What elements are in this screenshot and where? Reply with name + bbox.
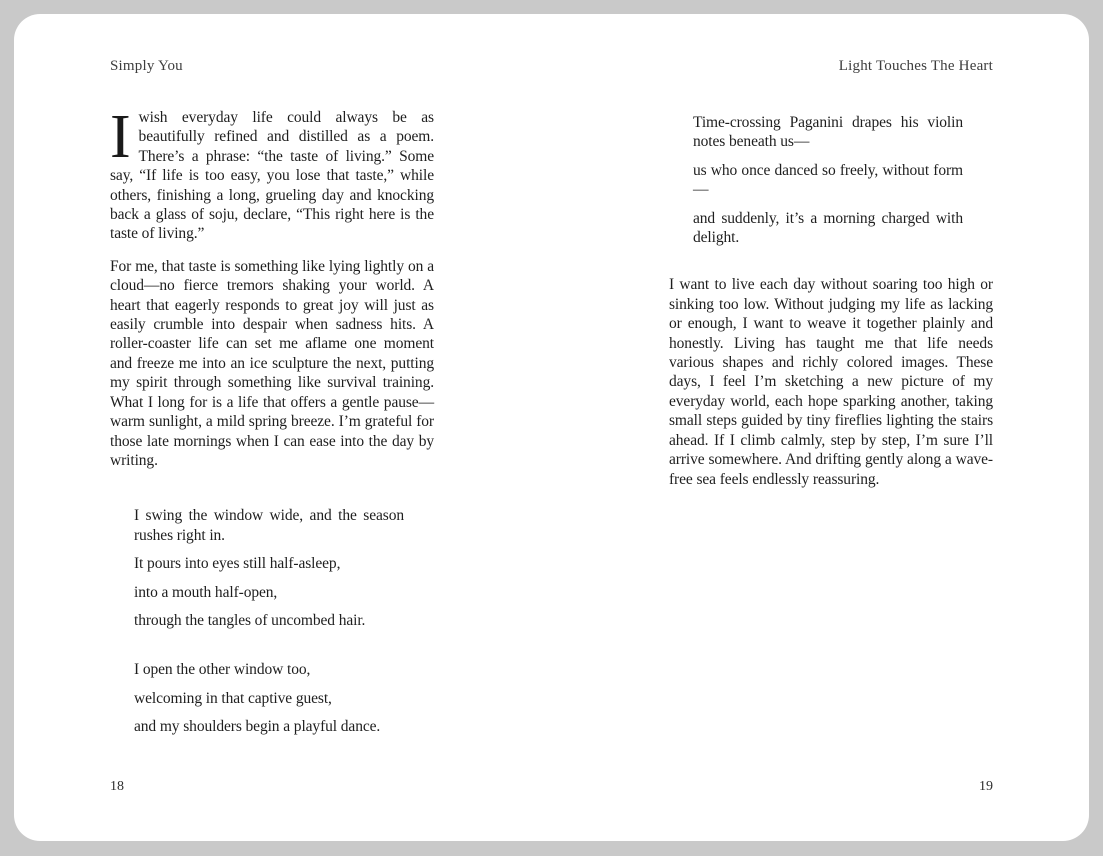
drop-cap: I [110,103,131,171]
running-header-right: Light Touches The Heart [838,58,993,74]
opening-paragraph-text: wish everyday life could always be as beautifully refined and distilled as a poem. There’s a phrase: “the taste of living.” Some say, “If life is too easy, you lose that taste,” while others, finishing a long, grueling day and knocking back a glass of soju, declare, “This right here is the taste of living.” [110,109,434,243]
poem-stanza-1 [110,506,434,630]
book-spread [14,14,1089,841]
poem-line: us who once danced so freely, without form— [693,161,963,199]
poem-line: and my shoulders begin a playful dance. [134,718,381,736]
page-left-content [110,103,434,737]
poem-line: welcoming in that captive guest, [134,689,332,707]
poem-line: I open the other window too, [134,661,311,679]
page-right [669,14,993,841]
page-number-right: 19 [979,779,993,794]
poem-line: I swing the window wide, and the season rushes right in. [134,507,404,544]
closing-paragraph: I want to live each day without soaring too high or sinking too low. Without judging my life as lacking or enough, I want to weave it together plainly and honestly. Living has taught me that life needs various shapes and richly colored images. These days, I feel I’m sketching a new picture of my everyday world, each hope sparking another, taking small steps guided by tiny fireflies lighting the stairs ahead. If I climb calmly, step by step, I’m sure I’ll arrive somewhere. And drifting gently along a wave-free sea feels endlessly reassuring. [669,276,993,488]
poem-stanza-2 [110,660,434,736]
page-number-left: 18 [110,779,124,794]
running-header-left: Simply You [110,58,183,74]
poem-line: Time-crossing Paganini drapes his violin notes beneath us— [693,114,963,151]
opening-paragraph [110,103,434,244]
poem-line: It pours into eyes still half-asleep, [134,555,341,573]
poem-stanza-3 [669,113,993,247]
page-right-content [669,113,993,489]
poem-line: through the tangles of uncombed hair. [134,611,366,629]
poem-line: and suddenly, it’s a morning charged with delight. [693,209,963,247]
second-paragraph: For me, that taste is something like lying lightly on a cloud—no fierce tremors shaking your world. A heart that eagerly responds to great joy will just as easily crumble into despair when sadness hits. A roller-coaster life can set me aflame one moment and freeze me into an ice sculpture the next, putting my spirit through something like survival training. What I long for is a life that offers a gentle pause—warm sunlight, a mild spring breeze. I’m grateful for those late mornings when I can ease into the day by writing. [110,257,434,469]
poem-line: into a mouth half-open, [134,583,278,601]
page-left [110,14,434,841]
